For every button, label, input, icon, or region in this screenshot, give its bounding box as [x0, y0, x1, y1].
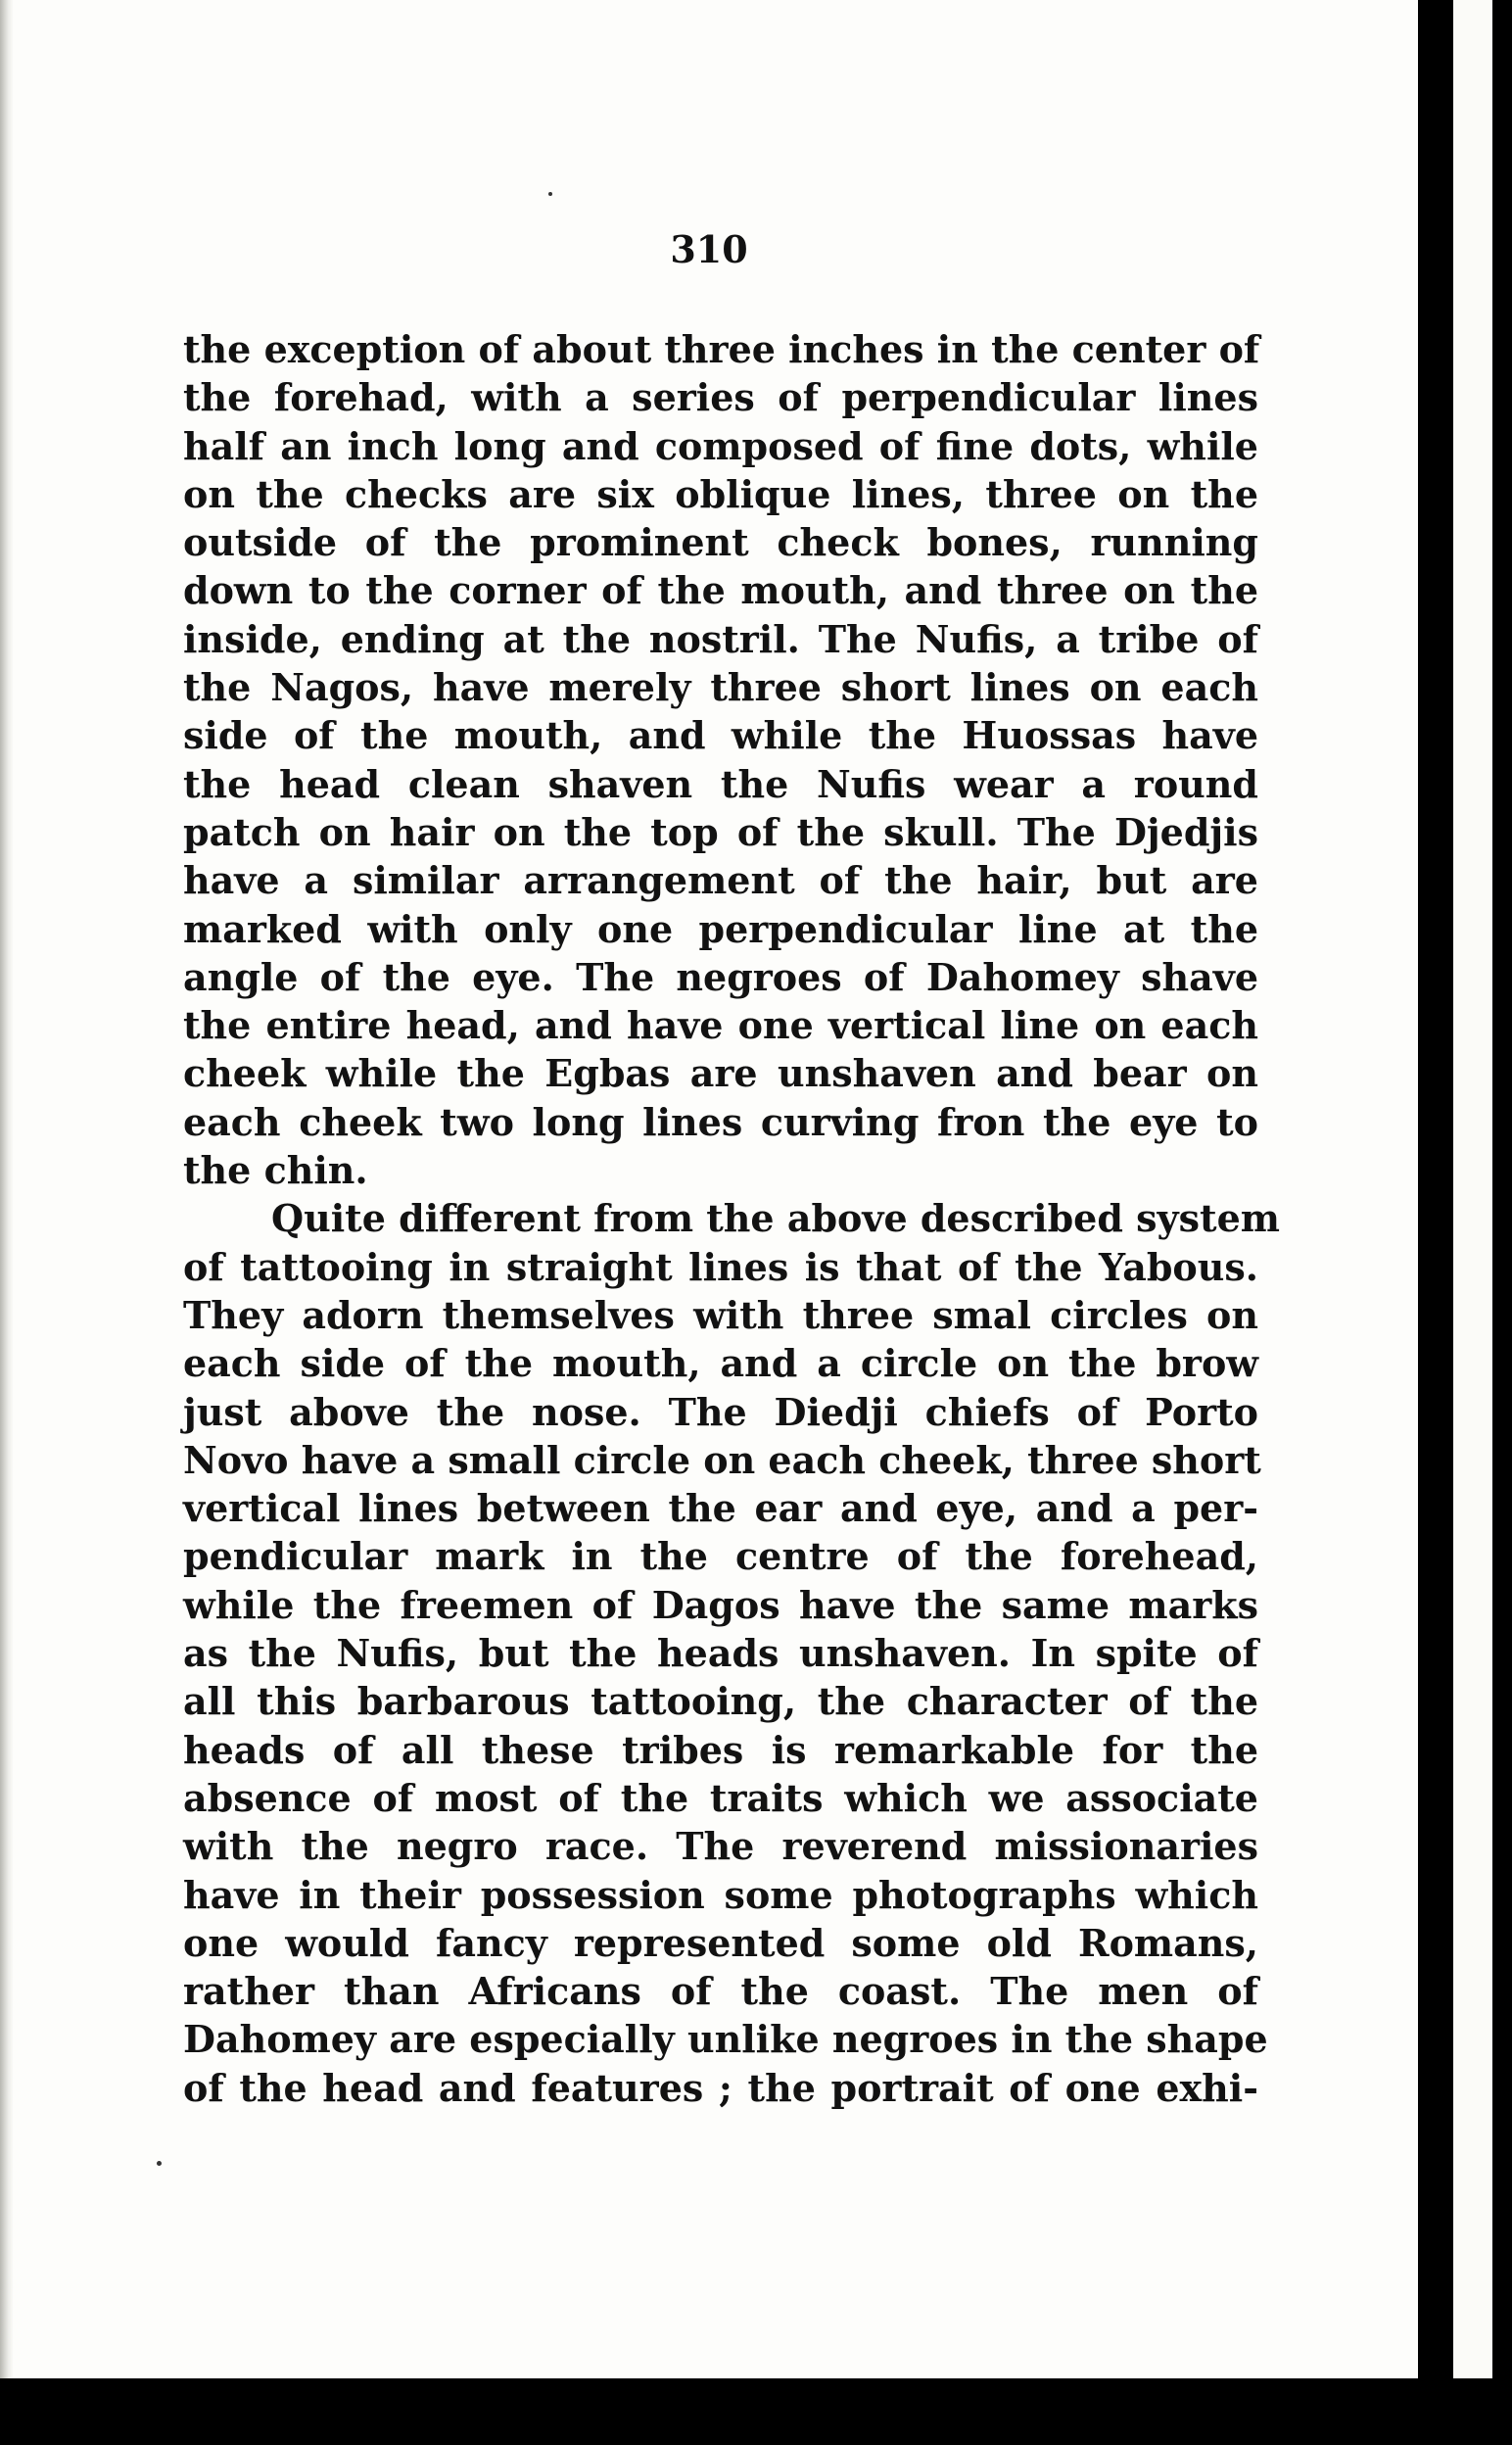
text-line: the forehad, with a series of perpendicular lines	[183, 375, 1258, 420]
text-line: on the checks are six oblique lines, three on the	[183, 471, 1258, 516]
text-line: inside, ending at the nostril. The Nufis, a tribe of	[183, 616, 1258, 661]
text-line: patch on hair on the top of the skull. The Djedjis	[183, 809, 1258, 854]
text-line: have a similar arrangement of the hair, but are	[183, 858, 1258, 903]
scan-speck	[548, 192, 552, 196]
text-line: the Nagos, have merely three short lines on each	[183, 665, 1258, 710]
text-line: marked with only one perpendicular line at the	[183, 906, 1258, 951]
page-number: 310	[670, 227, 748, 271]
text-line: angle of the eye. The negroes of Dahomey shave	[183, 954, 1258, 999]
text-line: rather than Africans of the coast. The men of	[183, 1969, 1258, 2014]
text-line: vertical lines between the ear and eye, and a per-	[183, 1486, 1258, 1531]
text-line: cheek while the Egbas are unshaven and bear on	[183, 1051, 1258, 1096]
text-line: outside of the prominent check bones, running	[183, 520, 1258, 565]
text-line: the head clean shaven the Nufis wear a round	[183, 761, 1258, 806]
text-line: pendicular mark in the centre of the forehead,	[183, 1534, 1258, 1579]
text-line: one would fancy represented some old Romans,	[183, 1920, 1258, 1965]
text-line: have in their possession some photographs which	[183, 1872, 1258, 1917]
body-text	[183, 325, 1280, 2112]
text-line: Dahomey are especially unlike negroes in the shape	[183, 2017, 1268, 2062]
text-line: heads of all these tribes is remarkable for the	[183, 1727, 1258, 1772]
text-line: side of the mouth, and while the Huossas have	[183, 713, 1258, 758]
text-line: as the Nufis, but the heads unshaven. In spite of	[183, 1631, 1258, 1676]
text-line: They adorn themselves with three smal circles on	[183, 1292, 1258, 1337]
text-line: each cheek two long lines curving fron the eye to	[183, 1099, 1258, 1144]
text-line: the exception of about three inches in the center of	[183, 327, 1260, 371]
text-line: while the freemen of Dagos have the same marks	[183, 1582, 1258, 1627]
text-line: with the negro race. The reverend missionaries	[183, 1824, 1258, 1869]
text-line: down to the corner of the mouth, and three on the	[183, 568, 1258, 613]
text-line: all this barbarous tattooing, the character of the	[183, 1679, 1258, 1724]
text-line: half an inch long and composed of fine dots, while	[183, 423, 1258, 468]
text-line: Novo have a small circle on each cheek, three short	[183, 1437, 1261, 1482]
page-left-shadow	[0, 0, 14, 2378]
text-line-paragraph-start: Quite different from the above described system	[271, 1196, 1280, 1241]
scan-edge-strip	[1453, 0, 1492, 2378]
text-line: the chin.	[183, 1148, 368, 1193]
scan-speck	[157, 2161, 162, 2166]
scan-bottom-border	[0, 2378, 1512, 2445]
text-line: just above the nose. The Diedji chiefs of Porto	[183, 1389, 1258, 1434]
text-line: of tattooing in straight lines is that of the Yabous.	[183, 1244, 1258, 1289]
text-line: the entire head, and have one vertical line on each	[183, 1003, 1258, 1048]
text-line: absence of most of the traits which we associate	[183, 1775, 1258, 1820]
text-line: each side of the mouth, and a circle on the brow	[183, 1341, 1258, 1386]
text-line: of the head and features ; the portrait of one exhi-	[183, 2065, 1258, 2110]
